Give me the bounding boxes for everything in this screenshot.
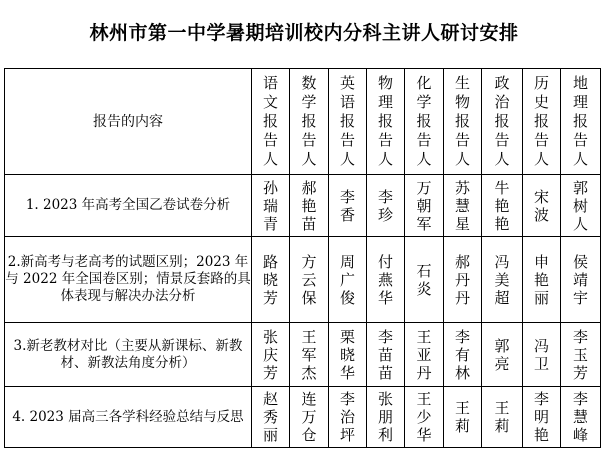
topic-column-header [5, 69, 252, 175]
table-row [5, 323, 601, 387]
table-row [5, 237, 601, 323]
speaker-cell [561, 175, 601, 237]
speaker-cell [561, 323, 601, 387]
subject-header-history [523, 69, 561, 175]
speaker-cell [523, 175, 561, 237]
subject-header-politics [482, 69, 523, 175]
speaker-cell [329, 175, 367, 237]
subject-header-english [329, 69, 367, 175]
speaker-cell [252, 387, 290, 448]
speaker-cell [329, 387, 367, 448]
speaker-cell [482, 237, 523, 323]
subject-header-chemistry [405, 69, 444, 175]
subject-header-chinese [252, 69, 290, 175]
speaker-cell [482, 323, 523, 387]
speaker-cell [290, 323, 329, 387]
subject-header-label: 英语报告人 [339, 74, 355, 168]
topic-cell: 2.新高考与老高考的试题区别；2023 年与 2022 年全国卷区别；情景反套路的具体表现与解决办法分析 [5, 237, 252, 323]
table-row [5, 175, 601, 237]
speaker-cell [444, 175, 482, 237]
subject-header-label: 数学报告人 [301, 74, 317, 168]
speaker-cell [290, 387, 329, 448]
speaker-name: 孙瑞青 [262, 178, 278, 233]
speaker-cell [405, 387, 444, 448]
speaker-cell [561, 387, 601, 448]
topic-column-header-label: 报告的内容 [93, 113, 163, 130]
topic-cell: 3.新老教材对比（主要从新课标、新教材、新教法角度分析） [5, 323, 252, 387]
table-header-row [5, 69, 601, 175]
speaker-name: 李慧峰 [572, 390, 588, 444]
speaker-name: 方云保 [301, 252, 317, 307]
speaker-cell [482, 387, 523, 448]
speaker-name: 侯靖宇 [572, 252, 588, 307]
speaker-cell [367, 387, 405, 448]
speaker-cell [329, 237, 367, 323]
speaker-cell [405, 237, 444, 323]
speaker-name: 李玉芳 [572, 327, 588, 382]
speaker-name: 李有林 [454, 327, 470, 382]
speaker-name: 郭树人 [572, 178, 588, 233]
subject-header-label: 历史报告人 [533, 74, 549, 168]
speaker-cell [444, 387, 482, 448]
subject-header-label: 地理报告人 [572, 74, 588, 168]
document-title: 林州市第一中学暑期培训校内分科主讲人研讨安排 [89, 21, 519, 44]
speaker-name: 王少华 [416, 390, 432, 444]
speaker-name: 李珍 [377, 187, 393, 224]
speaker-cell [252, 237, 290, 323]
speaker-name: 冯美超 [494, 252, 510, 307]
subject-header-biology [444, 69, 482, 175]
speaker-name: 赵秀丽 [262, 390, 278, 444]
speaker-cell [252, 323, 290, 387]
subject-header-math [290, 69, 329, 175]
speaker-cell [523, 387, 561, 448]
speaker-name: 郭亮 [494, 336, 510, 373]
speaker-name: 冯卫 [533, 336, 549, 373]
schedule-table [4, 68, 601, 448]
speaker-cell [523, 323, 561, 387]
subject-header-label: 政治报告人 [494, 74, 510, 168]
subject-header-physics [367, 69, 405, 175]
speaker-cell [367, 323, 405, 387]
topic-cell: 1. 2023 年高考全国乙卷试卷分析 [5, 175, 252, 237]
speaker-cell [329, 323, 367, 387]
speaker-name: 王莉 [494, 399, 510, 435]
speaker-name: 李明艳 [533, 390, 549, 444]
speaker-cell [367, 237, 405, 323]
speaker-cell [482, 175, 523, 237]
subject-header-label: 生物报告人 [454, 74, 470, 168]
topic-cell: 4. 2023 届高三各学科经验总结与反思 [5, 387, 252, 448]
speaker-name: 苏慧星 [454, 178, 470, 233]
speaker-name: 王莉 [454, 399, 470, 435]
speaker-name: 李苗苗 [377, 327, 393, 382]
speaker-name: 付燕华 [377, 252, 393, 307]
speaker-name: 王亚丹 [416, 327, 432, 382]
speaker-name: 李香 [339, 187, 355, 224]
speaker-name: 万朝军 [416, 178, 432, 233]
speaker-name: 申艳丽 [533, 252, 549, 307]
speaker-name: 王军杰 [301, 327, 317, 382]
speaker-name: 栗晓华 [339, 327, 355, 382]
speaker-name: 牛艳艳 [494, 178, 510, 233]
speaker-cell [523, 237, 561, 323]
speaker-cell [444, 323, 482, 387]
speaker-name: 石炎 [416, 261, 432, 298]
subject-header-label: 化学报告人 [416, 74, 432, 168]
subject-header-geography [561, 69, 601, 175]
speaker-name: 宋波 [533, 187, 549, 224]
speaker-name: 郝艳苗 [301, 178, 317, 233]
speaker-name: 周广俊 [339, 252, 355, 307]
speaker-cell [444, 237, 482, 323]
speaker-cell [252, 175, 290, 237]
speaker-cell [367, 175, 405, 237]
subject-header-label: 物理报告人 [377, 74, 393, 168]
speaker-cell [561, 237, 601, 323]
speaker-name: 李治坪 [339, 390, 355, 444]
speaker-name: 连万仓 [301, 390, 317, 444]
speaker-cell [405, 323, 444, 387]
speaker-name: 张朋利 [377, 390, 393, 444]
speaker-cell [290, 237, 329, 323]
speaker-name: 郝丹丹 [454, 252, 470, 307]
speaker-cell [405, 175, 444, 237]
speaker-cell [290, 175, 329, 237]
table-row [5, 387, 601, 448]
speaker-name: 路晓芳 [262, 252, 278, 307]
subject-header-label: 语文报告人 [262, 74, 278, 168]
speaker-name: 张庆芳 [262, 327, 278, 382]
